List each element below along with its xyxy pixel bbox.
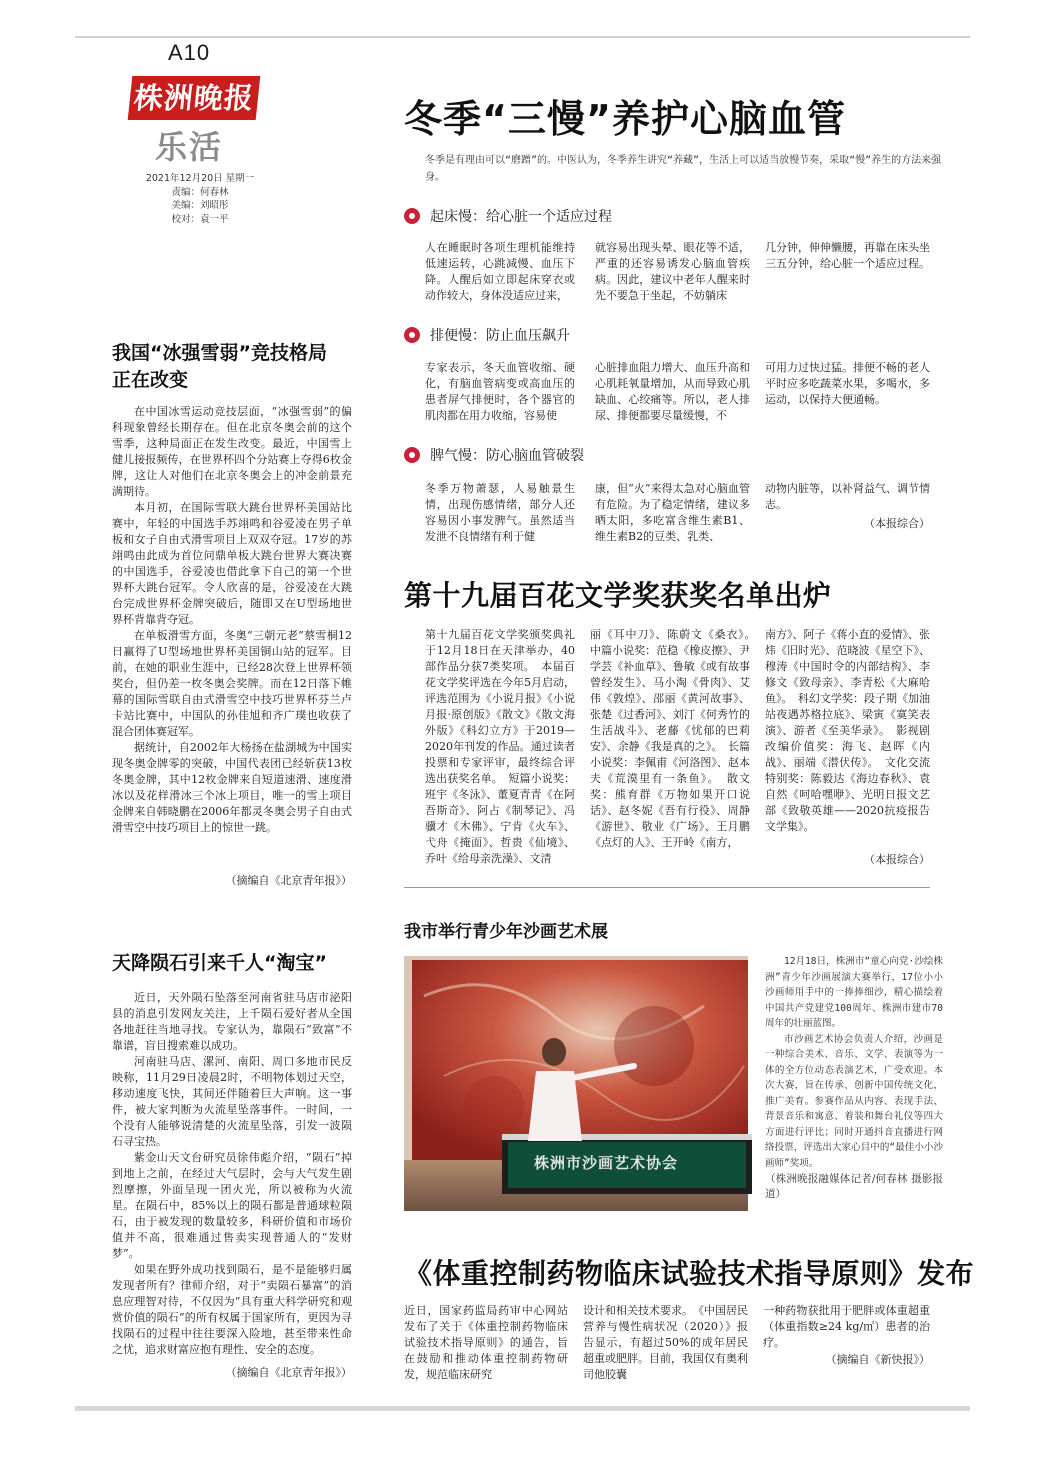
ice-paragraph: 本月初，在国际雪联大跳台世界杯美国站比赛中，年轻的中国选手苏翊鸣和谷爱凌在男子单板和女子自由式滑雪项目上双双夺冠。17岁的苏翊鸣由此成为首位问鼎单板大跳台世界大赛决赛的中国选手，谷爱凌也借此拿下自己的第一个世界杯大跳台冠军。令人欣喜的是，谷爱凌在大跳台完成世界杯金牌突破后，随即又在U型场地世界杯背靠背夺冠。 (112, 501, 352, 626)
ice-title-line2: 正在改变 (112, 369, 189, 391)
ice-article-body (112, 404, 352, 870)
meteor-source: （摘编自《北京青年报》） (225, 1366, 352, 1379)
drug-article-title: 《体重控制药物临床试验技术指导原则》发布 (404, 1257, 975, 1290)
issue-date: 2021年12月20日 星期一 (145, 173, 255, 184)
meteor-paragraph: 河南驻马店、漯河、南阳、周口多地市民反映称，11月29日凌晨2时，不明物体划过天空，移动速度飞快，其间还伴随着巨大声响。这一事件，被大家判断为火流星坠落事件。一时间，一个没有人能够说清楚的火流星坠落，引发一波陨石寻宝热。 (112, 1055, 352, 1148)
winter-s2-col3: 可用力过快过猛。排便不畅的老人平时应多吃蔬菜水果，多喝水，多运动，以保持大便通畅。 (765, 361, 930, 406)
winter-subhead-3 (404, 445, 584, 465)
sand-credit: （株洲晚报融媒体记者/何春林 摄影报道） (765, 1173, 943, 1200)
page-number: A10 (168, 40, 211, 65)
section-title: 乐活 (155, 128, 224, 166)
award-col2: 丽《耳中刀》、陈蔚文《桑衣》。 中篇小说奖：范稳《橡皮擦》、尹学芸《补血草》、鲁敏《或有故事曾经发生》、马小淘《骨肉》、艾伟《敦煌》、邵丽《黄河故事》、张楚《过香河》、刘汀《何秀竹的生活战斗》、老藤《忧郁的巴莉安》、余静《我是真的之》。 长篇小说奖：李佩甫《河洛图》、赵本夫《荒漠里有一条鱼》。 散文奖：熊育群《万物如果开口说话》、赵冬妮《吾有行役》、周静《游世》、敬业《广场》、王月鹏《点灯的人》、王开岭《南方， (590, 628, 761, 849)
winter-s3-col1: 冬季万物萧瑟，人易触景生情，出现伤感情绪，部分人还容易因小事发脾气。虽然适当发泄不良情绪有利于健 (425, 482, 575, 543)
drug-col1: 近日，国家药监局药审中心网站发布了关于《体重控制药物临床试验技术指导原则》的通告，旨在鼓励和推动体重控制药物研发，规范临床研究 (404, 1304, 568, 1381)
newspaper-logo: 株洲晚报 (128, 76, 261, 120)
award-col3: 南方》、阿子《蒋小直的爱情》、张炜《旧时光》、范晓波《星空下》、穆涛《中国时令的内部结构》、李修文《致母亲》、李青松《大麻哈鱼》。 科幻文学奖：段子期《加油站夜遇苏格拉底》、梁寅《寞笑表演》、游者《至美华录》。 影视剧改编价值奖：海飞、赵晖《内战》、丽端《潜伏传》。 文化交流特别奖：陈毅达《海边春秋》、袁自然《呵哈嘿咿》、光明日报文艺部《致敬英雄——2020抗疫报告文学集》。 (765, 628, 930, 833)
drug-source: （摘编自《新快报》） (825, 1353, 930, 1366)
bullet-icon (404, 327, 420, 343)
winter-subhead-2-label: 排便慢：防止血压飙升 (430, 328, 570, 344)
sand-painting-photo (404, 956, 748, 1211)
ice-paragraph: 在中国冰雪运动竞技层面，“冰强雪弱”的偏科现象曾经长期存在。但在北京冬奥会前的这个雪季，这种局面正在发生改变。最近，中国雪上健儿接报频传，在世界杯四个分站赛上夺得6枚金牌，这让人对他们在北京冬奥会上的冲金前景充满期待。 (112, 405, 352, 498)
winter-article-lead: 冬季是有理由可以“磨蹭”的。中医认为，冬季养生讲究“养藏”，生活上可以适当放慢节奏，采取“慢”养生的方法来强身。 (425, 155, 942, 183)
ice-paragraph: 据统计，自2002年大杨扬在盐湖城为中国实现冬奥金牌零的突破，中国代表团已经斩获13枚冬奥金牌，其中12枚金牌来自短道速滑、速度滑冰以及花样滑冰三个冰上项目，唯一的雪上项目金牌来自韩晓鹏在2006年都灵冬奥会男子自由式滑雪空中技巧项目上的惊世一跳。 (112, 741, 352, 834)
proof-credit: 校对：袁一平 (171, 213, 229, 225)
winter-subhead-1-label: 起床慢：给心脏一个适应过程 (430, 209, 612, 225)
bullet-icon (404, 447, 420, 463)
bottom-rule (75, 1406, 970, 1411)
winter-s1-col2: 就容易出现头晕、眼花等不适，严重的还容易诱发心脑血管疾病。因此，建议中老年人醒来时先不要急于坐起，不妨躺床 (595, 241, 750, 302)
sand-article-title: 我市举行青少年沙画艺术展 (404, 922, 608, 942)
winter-source: （本报综合） (864, 517, 930, 530)
section-divider (404, 887, 930, 888)
meteor-paragraph: 近日，天外陨石坠落至河南省驻马店市泌阳县的消息引发网友关注，上千陨石爱好者从全国各地赶往当地寻找。专家认为，靠陨石“致富”不靠谱，盲目搜索难以成功。 (112, 991, 352, 1052)
winter-subhead-2 (404, 325, 570, 345)
winter-article-title: 冬季“三慢”养护心脑血管 (404, 97, 846, 141)
winter-s1-col3: 几分钟，伸伸懒腰，再靠在床头坐三五分钟，给心脏一个适应过程。 (765, 241, 930, 270)
award-col1: 第十九届百花文学奖颁奖典礼于12月18日在天津举办，40部作品分获7类奖项。 本届百花文学奖评选在今年5月启动，评选范围为《小说月报》《小说月报·原创版》《散文》《散文海外版》《科幻立方》于2019—2020年刊发的作品。通过读者投票和专家评审，最终综合评选出获奖名单。 短篇小说奖：班宇《冬泳》、董夏青青《在阿吾斯奇》、阿占《制琴记》、冯骥才《木佛》、宁肯《火车》、弋舟《掩面》、哲贵《仙境》、乔叶《给母亲洗澡》、文清 (425, 628, 575, 865)
sand-caption-paragraph: 12月18日，株洲市“童心向党·沙绘株洲”青少年沙画展演大赛举行，17位小小沙画师用手中的一捧捧细沙，精心描绘着中国共产党建党100周年、株洲市建市70周年的壮丽蓝图。 (765, 956, 943, 1029)
drug-col3: 一种药物获批用于肥胖或体重超重（体重指数≥24 kg/㎡）患者的治疗。 (763, 1304, 930, 1349)
editor-credit: 责编：何春林 (171, 186, 229, 198)
winter-s2-col2: 心脏排血阻力增大、血压升高和心肌耗氧量增加，从而导致心肌缺血、心绞痛等。所以，老人排尿、排便都要尽量缓慢，不 (595, 361, 750, 422)
sand-caption (765, 954, 943, 1202)
meteor-article-body (112, 990, 352, 1360)
sand-caption-paragraph: 市沙画艺术协会负责人介绍，沙画是一种综合美术、音乐、文学、表演等为一体的全方位动态表演艺术，广受欢迎。本次大赛，旨在传承、创新中国传统文化，推广美育。参赛作品从内容、表现手法、背景音乐和寓意、着装和舞台礼仪等四大方面进行评比；同时开通抖音直播进行网络投票，评选出大家心目中的“最佳小小沙画师”奖项。 (765, 1033, 943, 1169)
designer-credit: 美编：刘昭彤 (171, 200, 229, 211)
ice-article-title (112, 340, 362, 394)
bullet-icon (404, 208, 420, 224)
ice-title-line1: 我国“冰强雪弱”竞技格局 (112, 342, 327, 364)
winter-s1-col1: 人在睡眠时各项生理机能维持低速运转，心跳减慢、血压下降。人醒后如立即起床穿衣或动作较大，身体没适应过来， (425, 241, 575, 302)
winter-subhead-1 (404, 206, 612, 226)
meteor-paragraph: 紫金山天文台研究员徐伟彪介绍，“陨石”掉到地上之前，在经过大气层时，会与大气发生剧烈摩擦，外面呈现一团火光，所以被称为火流星。在陨石中，85%以上的陨石都是普通球粒陨石，由于被发现的数量较多，科研价值和市场价值并不高，很难通过售卖实现普通人的“发财梦”。 (112, 1151, 352, 1260)
ice-source: （摘编自《北京青年报》） (225, 874, 352, 887)
drug-col2: 设计和相关技术要求。 《中国居民营养与慢性病状况（2020）》报告显示，有超过50%的成年居民超重或肥胖。目前，我国仅有奥利司他胶囊 (583, 1304, 748, 1381)
winter-subhead-3-label: 脾气慢：防心脑血管破裂 (430, 448, 584, 464)
top-rule (75, 36, 970, 38)
masthead-info (130, 172, 270, 226)
ice-paragraph: 在单板滑雪方面，冬奥“三朝元老”蔡雪桐12日赢得了U型场地世界杯美国铜山站的冠军。目前，在她的职业生涯中，已经28次登上世界杯领奖台，但仍差一枚冬奥会奖牌。而在12日落下帷幕的国际雪联自由式滑雪空中技巧世界杯芬兰卢卡站比赛中，中国队的孙佳旭和齐广璞也收获了混合团体赛冠军。 (112, 629, 352, 738)
meteor-paragraph: 如果在野外成功找到陨石，是不是能够归属发现者所有？律师介绍，对于“卖陨石暴富”的消息应理智对待，不仅因为“具有重大科学研究和观赏价值的陨石”的所有权属于国家所有，更因为寻找陨石的过程中往往要深入险地，甚至带来性命之忧，追求财富应抱有理性、安全的态度。 (112, 1263, 352, 1356)
photo-banner-text: 株洲市沙画艺术协会 (534, 1154, 679, 1172)
winter-s3-col3: 动物内脏等，以补肾益气、调节情志。 (765, 482, 930, 511)
award-source: （本报综合） (864, 853, 930, 866)
winter-s3-col2: 康，但“火”来得太急对心脑血管有危险。为了稳定情绪，建议多晒太阳，多吃富含维生素B1、维生素B2的豆类、乳类、 (595, 482, 750, 543)
meteor-article-title: 天降陨石引来千人“淘宝” (112, 952, 327, 974)
award-article-title: 第十九届百花文学奖获奖名单出炉 (404, 579, 832, 612)
winter-s2-col1: 专家表示，冬天血管收缩、硬化，有脑血管病变或高血压的患者屏气排便时，各个器官的肌肉都在用力收缩，容易使 (425, 361, 575, 422)
